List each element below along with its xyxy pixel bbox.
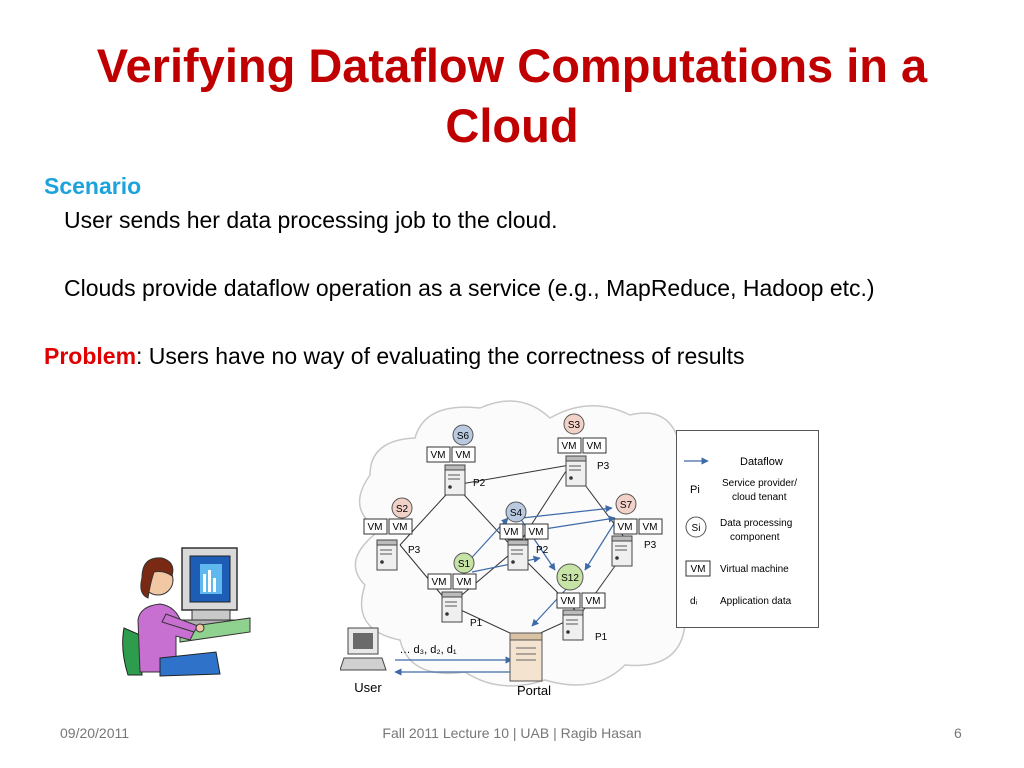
node-s1: S1 xyxy=(457,559,471,570)
vm-label: VM xyxy=(430,450,446,461)
problem-label: Problem xyxy=(44,343,137,369)
vm-label: VM xyxy=(431,577,447,588)
slide-title: Verifying Dataflow Computations in a Cloud xyxy=(96,39,928,152)
footer-center: Fall 2011 Lecture 10 | UAB | Ragib Hasan xyxy=(382,725,642,741)
footer-page-number: 6 xyxy=(954,725,962,741)
server-icon xyxy=(612,536,632,566)
legend-di-text: Application data xyxy=(720,596,792,607)
legend-di-symbol: dᵢ xyxy=(690,596,698,607)
vm-label: VM xyxy=(642,522,658,533)
server-icon xyxy=(563,610,583,640)
legend-dataflow: Dataflow xyxy=(740,456,783,468)
vm-label: VM xyxy=(456,577,472,588)
problem-statement xyxy=(44,343,745,370)
node-s7: S7 xyxy=(619,500,633,511)
problem-text: : Users have no way of evaluating the correctness of results xyxy=(136,343,745,369)
server-icon xyxy=(377,540,397,570)
legend-vm-text: Virtual machine xyxy=(720,564,789,575)
server-icon xyxy=(445,465,465,495)
user-computer-icon xyxy=(340,628,386,670)
vm-label: VM xyxy=(392,522,408,533)
data-sequence-label: … d₃, d₂, d₁ xyxy=(399,644,457,656)
provider-p3: P3 xyxy=(597,461,610,472)
vm-label: VM xyxy=(503,527,519,538)
vm-label: VM xyxy=(528,527,544,538)
vm-label: VM xyxy=(367,522,383,533)
vm-label: VM xyxy=(455,450,471,461)
legend-si-symbol: Si xyxy=(691,523,701,534)
vm-label: VM xyxy=(586,441,602,452)
node-s4: S4 xyxy=(509,508,523,519)
user-at-computer-clipart xyxy=(120,540,255,680)
scenario-label: Scenario xyxy=(44,173,142,199)
diagram-legend xyxy=(676,430,820,630)
scenario-line-2: Clouds provide dataflow operation as a service (e.g., MapReduce, Hadoop etc.) xyxy=(64,275,875,301)
legend-vm-symbol: VM xyxy=(690,564,706,575)
vm-label: VM xyxy=(560,596,576,607)
legend-pi-text-2: cloud tenant xyxy=(732,492,787,503)
node-s3: S3 xyxy=(567,420,581,431)
node-s2: S2 xyxy=(395,504,409,515)
legend-si-text-2: component xyxy=(730,532,780,543)
server-icon xyxy=(508,540,528,570)
footer-date: 09/20/2011 xyxy=(60,725,130,741)
provider-p2: P2 xyxy=(473,478,486,489)
portal-server-icon xyxy=(510,633,542,681)
provider-p1: P1 xyxy=(595,632,608,643)
provider-p3: P3 xyxy=(408,545,421,556)
scenario-line-1: User sends her data processing job to the cloud. xyxy=(64,207,558,233)
provider-p3: P3 xyxy=(644,540,657,551)
legend-pi-symbol: Pi xyxy=(690,484,700,496)
node-s12: S12 xyxy=(561,573,579,584)
vm-label: VM xyxy=(585,596,601,607)
user-label: User xyxy=(354,680,382,695)
vm-label: VM xyxy=(561,441,577,452)
provider-p1: P1 xyxy=(470,618,483,629)
legend-pi-text-1: Service provider/ xyxy=(722,478,798,489)
portal-label: Portal xyxy=(517,683,551,698)
server-icon xyxy=(442,592,462,622)
provider-p2: P2 xyxy=(536,545,549,556)
node-s6: S6 xyxy=(456,431,470,442)
server-icon xyxy=(566,456,586,486)
legend-si-text-1: Data processing xyxy=(720,518,793,529)
vm-label: VM xyxy=(617,522,633,533)
